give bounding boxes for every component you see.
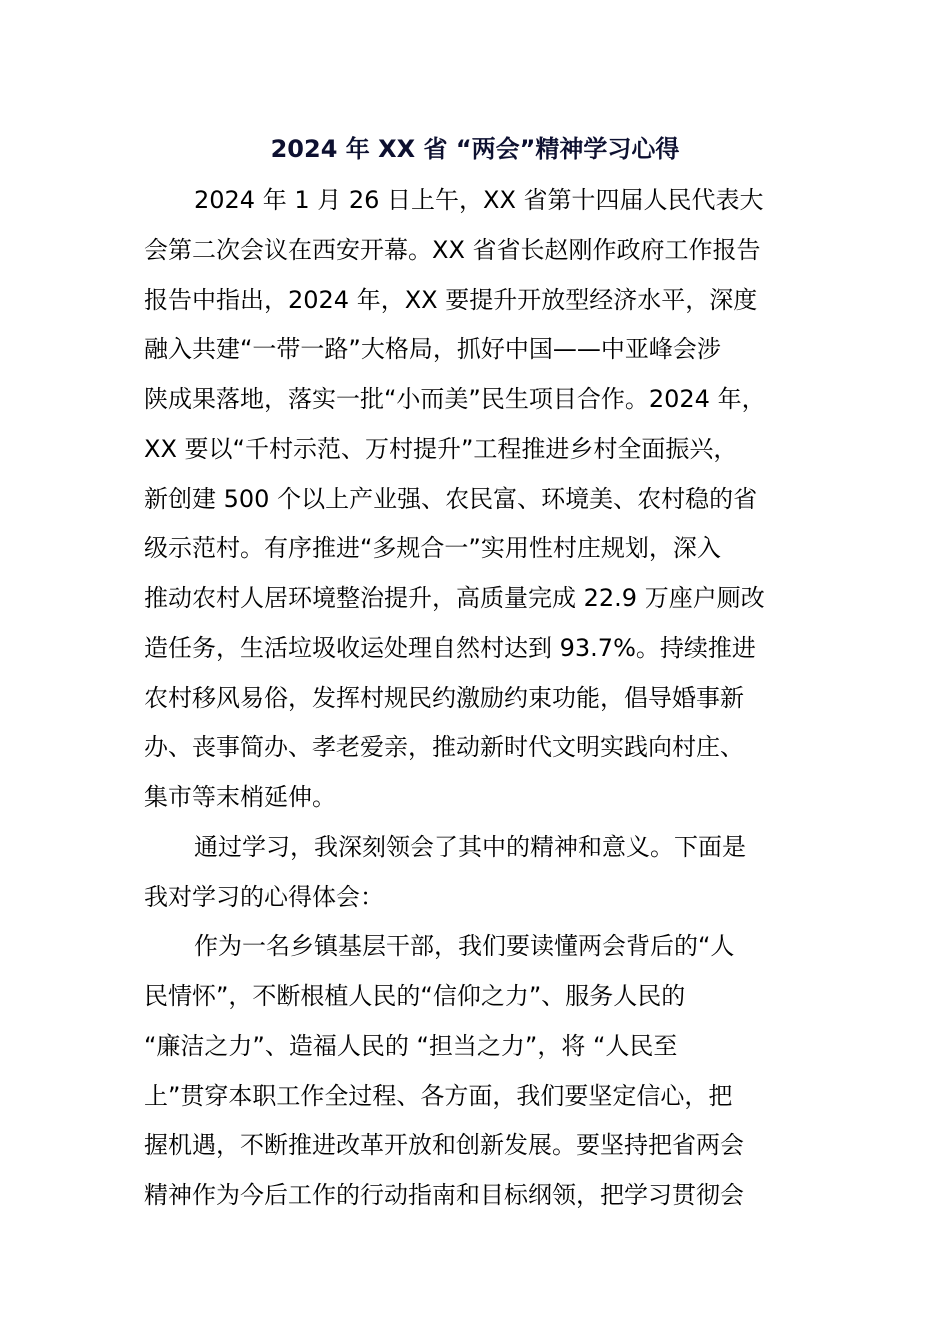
paragraph-1-line-7: 新创建 500 个以上产业强、农民富、环境美、农村稳的省 xyxy=(144,485,758,513)
paragraph-1-line-3: 报告中指出，2024 年，XX 要提升开放型经济水平，深度 xyxy=(144,286,758,314)
paragraph-1-line-8: 级示范村。有序推进“多规合一”实用性村庄规划，深入 xyxy=(144,534,721,562)
paragraph-1-line-4: 融入共建“一带一路”大格局，抓好中国——中亚峰会涉 xyxy=(144,335,721,363)
paragraph-1-line-1: 2024 年 1 月 26 日上午，XX 省第十四届人民代表大 xyxy=(194,186,764,214)
paragraph-3-line-1: 作为一名乡镇基层干部，我们要读懂两会背后的“人 xyxy=(194,932,735,960)
paragraph-1-line-5: 陕成果落地，落实一批“小而美”民生项目合作。2024 年， xyxy=(144,385,766,413)
paragraph-1-line-9: 推动农村人居环境整治提升，高质量完成 22.9 万座户厕改 xyxy=(144,584,765,612)
paragraph-1-line-11: 农村移风易俗，发挥村规民约激励约束功能，倡导婚事新 xyxy=(144,684,744,712)
paragraph-1-line-10: 造任务，生活垃圾收运处理自然村达到 93.7%。持续推进 xyxy=(144,634,756,662)
paragraph-2-line-2: 我对学习的心得体会： xyxy=(144,883,384,911)
paragraph-3-line-4: 上”贯穿本职工作全过程、各方面，我们要坚定信心，把 xyxy=(144,1082,733,1110)
paragraph-3-line-6: 精神作为今后工作的行动指南和目标纲领，把学习贯彻会 xyxy=(144,1181,744,1209)
paragraph-1-line-6: XX 要以“千村示范、万村提升”工程推进乡村全面振兴， xyxy=(144,435,738,463)
paragraph-3-line-2: 民情怀”，不断根植人民的“信仰之力”、服务人民的 xyxy=(144,982,686,1010)
paragraph-3-line-3: “廉洁之力”、造福人民的 “担当之力”，将 “人民至 xyxy=(144,1032,678,1060)
document-title: 2024 年 XX 省 “两会”精神学习心得 xyxy=(270,135,680,163)
paragraph-1-line-13: 集市等末梢延伸。 xyxy=(144,783,336,811)
paragraph-3-line-5: 握机遇，不断推进改革开放和创新发展。要坚持把省两会 xyxy=(144,1131,744,1159)
paragraph-1-line-12: 办、丧事简办、孝老爱亲，推动新时代文明实践向村庄、 xyxy=(144,733,744,761)
paragraph-1-line-2: 会第二次会议在西安开幕。XX 省省长赵刚作政府工作报告 xyxy=(144,236,761,264)
paragraph-2-line-1: 通过学习，我深刻领会了其中的精神和意义。下面是 xyxy=(194,833,746,861)
